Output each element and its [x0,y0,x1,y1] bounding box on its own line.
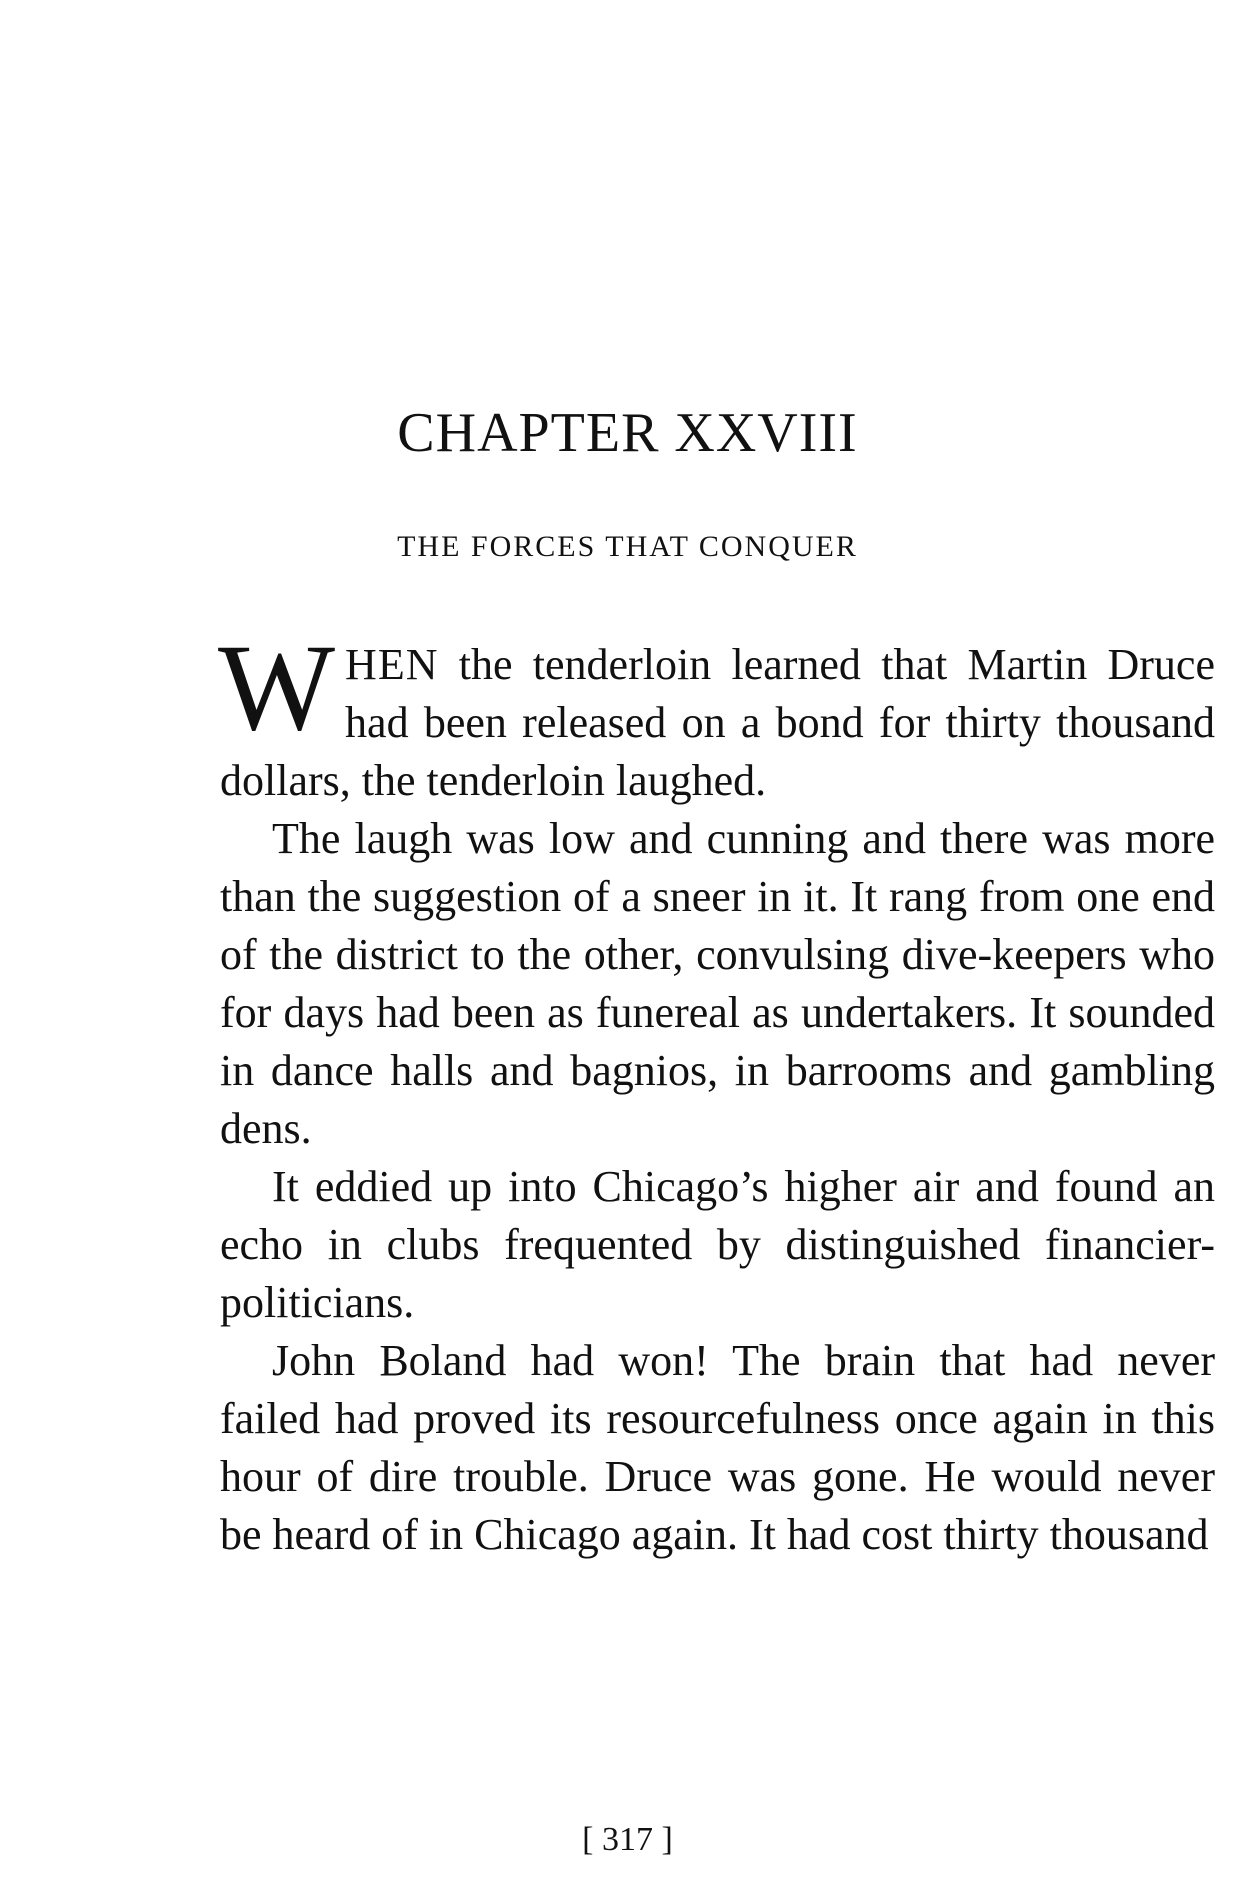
drop-cap: W [218,619,336,756]
chapter-subtitle: THE FORCES THAT CONQUER [397,530,858,563]
paragraph-3: It eddied up into Chicago’s higher air and found an echo in clubs frequented by distinguished financier-politicians. [220,1162,1215,1327]
paragraph-2: The laugh was low and cunning and there was more than the suggestion of a sneer in it. It rang from one end of the district to the other, convulsing dive-keepers who for days had been as funereal as undertakers. It sounded in dance halls and bagnios, in barrooms and gambling dens. [220,814,1215,1153]
paragraph-1 [218,619,1215,810]
lead-in-caps: HEN [345,640,439,689]
body-text [218,619,1215,1564]
chapter-title [0,398,1255,468]
paragraph-4: John Boland had won! The brain that had never failed had proved its resourcefulness once again in this hour of dire trouble. Druce was gone. He would never be heard of in Chicago again. It had cost thirty thousand [220,1336,1215,1559]
chapter-number-label: CHAPTER XXVIII [397,402,858,464]
page-number: [ 317 ] [582,1821,673,1858]
paragraph-1-text: the tenderloin learned that Martin Druce had been released on a bond for thirty thousand dollars, the tenderloin laughed. [220,640,1215,805]
